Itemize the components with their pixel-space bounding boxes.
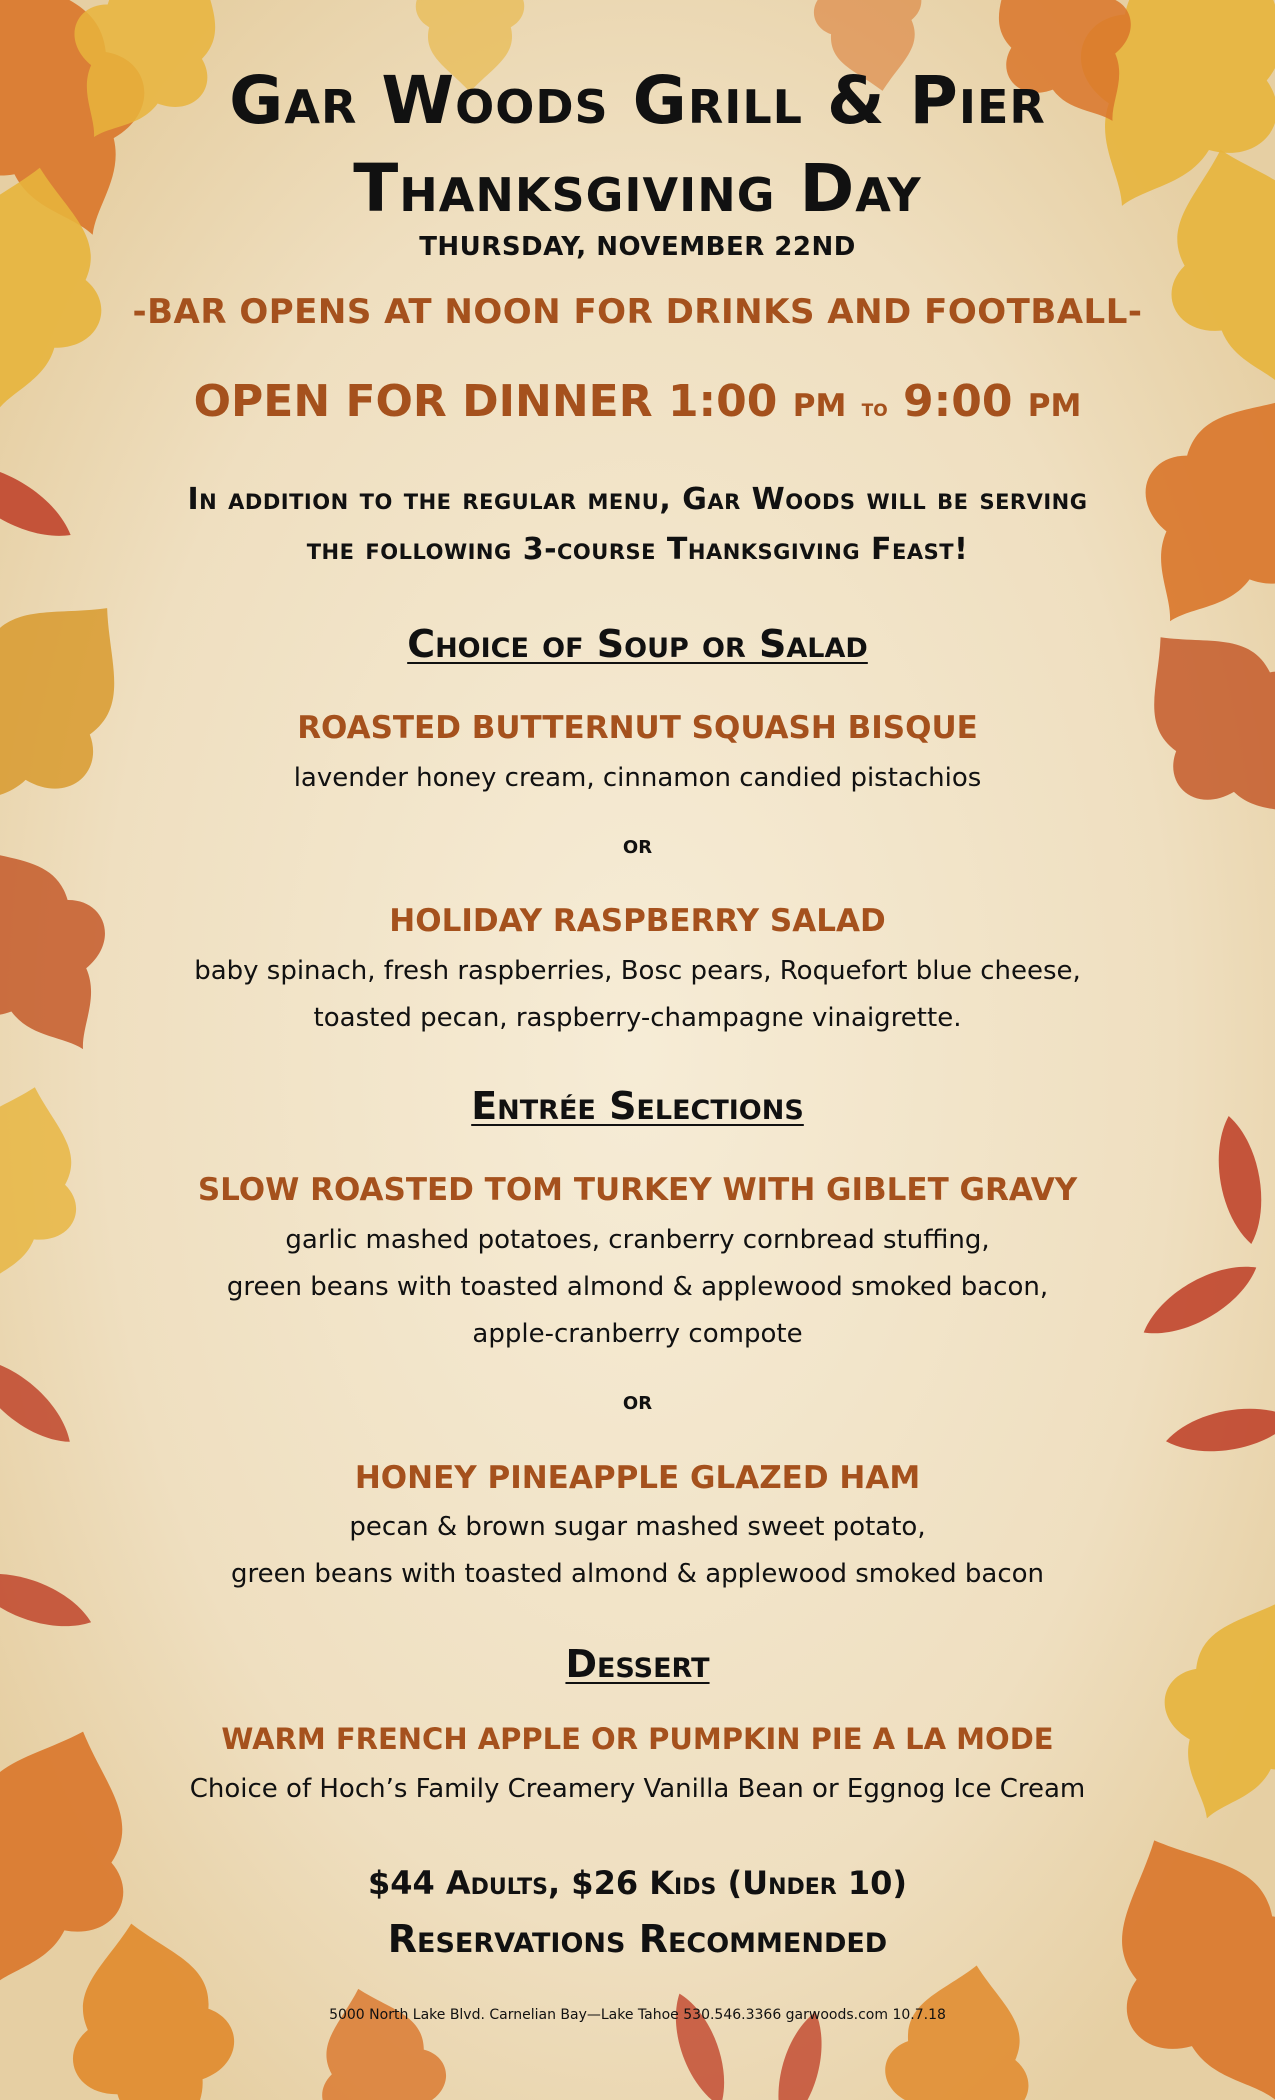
dinner-label: OPEN FOR DINNER — [193, 376, 653, 427]
dish-name-pie: WARM FRENCH APPLE OR PUMPKIN PIE A LA MODE — [221, 1722, 1054, 1756]
dish-name-salad: HOLIDAY RASPBERRY SALAD — [389, 903, 886, 939]
dish-name-ham: HONEY PINEAPPLE GLAZED HAM — [354, 1460, 921, 1496]
dinner-start-time: 1:00 — [667, 376, 778, 427]
section-heading-entree: Entrée Selections — [471, 1084, 804, 1128]
or-divider-entree: or — [622, 1386, 653, 1416]
dinner-start-pm: pm — [792, 376, 847, 427]
bar-opening-note: -BAR OPENS AT NOON FOR DRINKS AND FOOTBALL- — [132, 292, 1143, 332]
event-date: THURSDAY, NOVEMBER 22ND — [419, 232, 856, 262]
title-occasion: Thanksgiving Day — [353, 150, 922, 227]
dish-name-bisque: ROASTED BUTTERNUT SQUASH BISQUE — [297, 710, 978, 746]
dinner-to: to — [861, 394, 888, 422]
dinner-hours — [0, 376, 1275, 427]
dish-desc-pie: Choice of Hoch’s Family Creamery Vanilla Bean or Eggnog Ice Cream — [189, 1774, 1086, 1804]
footer-address: 5000 North Lake Blvd. Carnelian Bay—Lake Tahoe 530.546.3366 garwoods.com 10.7.18 — [329, 2007, 946, 2023]
dinner-end-pm: pm — [1027, 376, 1082, 427]
dish-desc-turkey-1: garlic mashed potatoes, cranberry cornbread stuffing, — [285, 1225, 990, 1255]
intro-line-1: In addition to the regular menu, Gar Woods will be serving — [187, 482, 1088, 517]
section-heading-soup-salad: Choice of Soup or Salad — [407, 622, 868, 666]
title-restaurant: Gar Woods Grill & Pier — [229, 62, 1046, 139]
dish-desc-ham-1: pecan & brown sugar mashed sweet potato, — [349, 1512, 926, 1542]
dish-desc-salad-1: baby spinach, fresh raspberries, Bosc pears, Roquefort blue cheese, — [194, 956, 1081, 986]
dish-desc-salad-2: toasted pecan, raspberry-champagne vinaigrette. — [313, 1003, 962, 1033]
pricing: $44 Adults, $26 Kids (Under 10) — [367, 1864, 908, 1902]
or-divider-soup: or — [622, 830, 653, 860]
dish-desc-turkey-2: green beans with toasted almond & applewood smoked bacon, — [226, 1272, 1049, 1302]
dinner-end-time: 9:00 — [903, 376, 1013, 427]
intro-line-2: the following 3-course Thanksgiving Feast! — [306, 532, 969, 567]
dish-desc-ham-2: green beans with toasted almond & applewood smoked bacon — [230, 1559, 1045, 1589]
section-heading-dessert: Dessert — [565, 1642, 710, 1686]
dish-desc-bisque: lavender honey cream, cinnamon candied pistachios — [293, 763, 982, 793]
dish-name-turkey: SLOW ROASTED TOM TURKEY WITH GIBLET GRAVY — [197, 1172, 1078, 1208]
dish-desc-turkey-3: apple-cranberry compote — [472, 1319, 803, 1349]
reservations-note: Reservations Recommended — [387, 1917, 888, 1961]
